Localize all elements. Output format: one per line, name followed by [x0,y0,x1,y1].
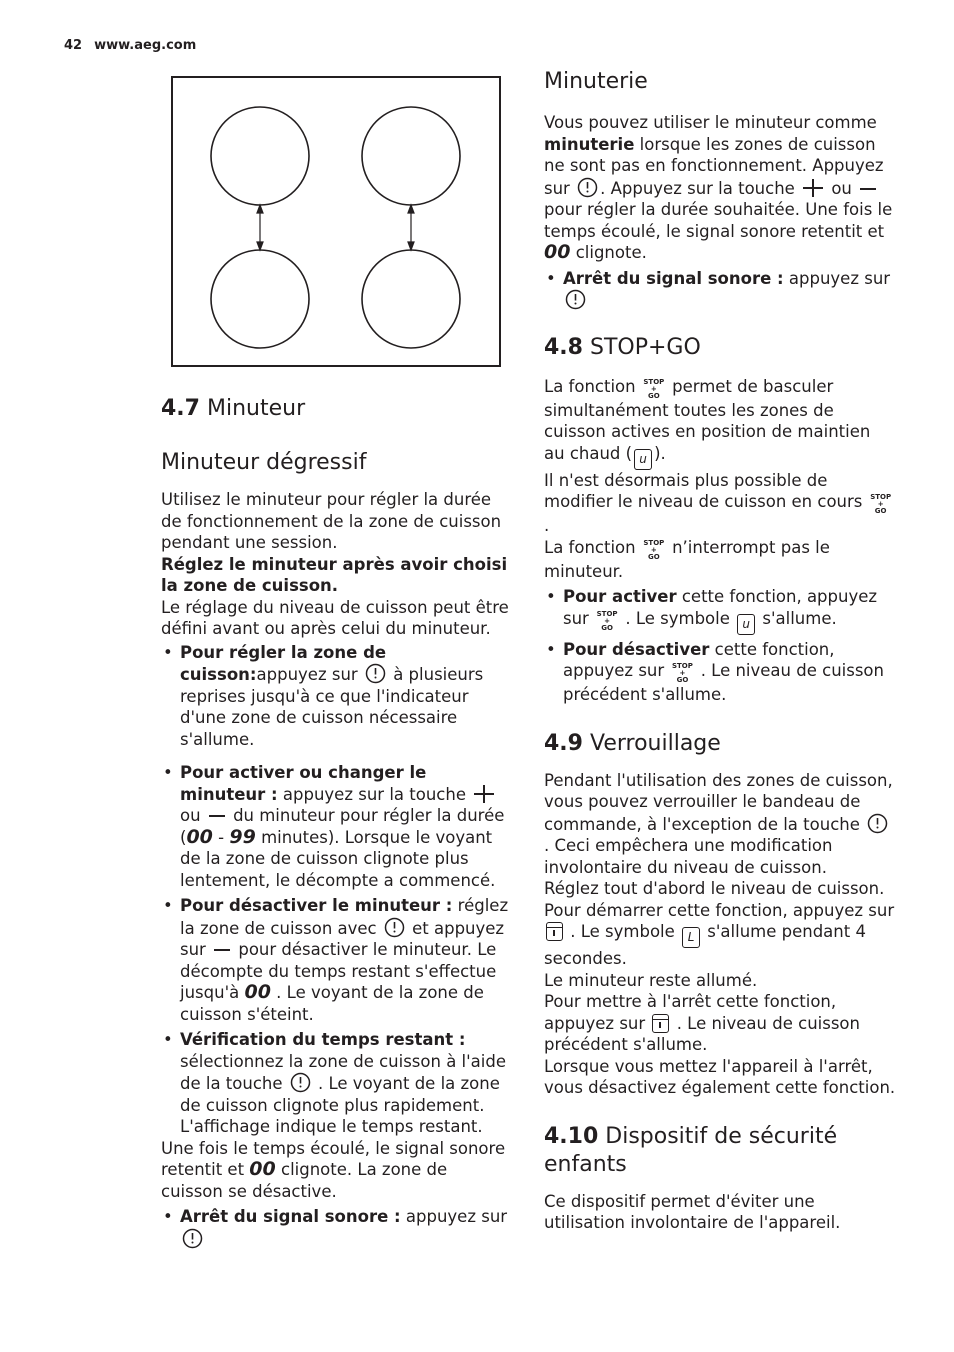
list-item: • Pour activer cette fonction, appuyez sur STOP + GO . Le symbole u s'allume. [544,586,896,635]
stop-go-icon: STOP + GO [643,538,665,561]
link-arrow-left [257,205,263,250]
paragraph: Vous pouvez utiliser le minuteur comme minuterie lorsque les zones de cuisson ne sont pas en fonctionnement. Appuyez sur . Appuyez sur la touche ou pour régler la durée souhaitée. Une fois le temps écoulé, le signal sonore retentit et 00 clignote. [544,113,893,263]
stop-go-icon: STOP + GO [870,493,892,515]
timer-icon [384,917,405,938]
paragraph: Une fois le temps écoulé, le signal sonore retentit et 00 clignote. La zone de cuisson se désactive. [161,1138,506,1201]
page-header [64,38,196,53]
stop-go-icon: STOP + GO [671,662,693,684]
minuterie-heading: Minuterie [544,69,648,94]
display-00: 00 [249,1158,276,1180]
list-item: • Vérification du temps restant : sélectionnez la zone de cuisson à l'aide de la touche . Le voyant de la zone de cuisson clignote plus rapidement. L'affichage indique le temps restant. [161,1029,513,1138]
plus-icon [473,784,495,804]
minus-icon [213,945,231,959]
cooktop-frame [172,77,500,366]
list-item: • Arrêt du signal sonore : appuyez sur [544,268,896,312]
minus-icon [208,811,226,825]
paragraph: Utilisez le minuteur pour régler la durée de fonctionnement de la zone de cuisson pendant une session. Réglez le minuteur après avoir choisi la zone de cuisson. Le réglage du niveau de cuisson peut être défini avant ou après celui du minuteur. [161,490,509,638]
zone-top-right [362,107,460,205]
list-item: • Pour désactiver cette fonction, appuyez sur STOP + GO . Le niveau de cuisson précédent s'allume. [544,639,896,706]
lock-icon [652,1014,669,1033]
timer-icon [365,663,386,684]
paragraph: La fonction STOP + GO permet de basculer simultanément toutes les zones de cuisson actives en position de maintien au chaud ( u ). Il n'est désormais plus possible de modifier le niveau de cuisson en cours STOP + GO . La fonction STOP + GO n’interrompt pas le minuteur. [544,376,892,581]
bullet-list [544,268,896,312]
bullet-list [161,1206,513,1250]
cooktop-diagram [171,76,501,367]
section-4-8-heading: 4.8 STOP+GO [544,334,701,360]
section-4-10-heading: 4.10 Dispositif de sécurité enfants [544,1123,838,1177]
list-item: • Pour activer ou changer le minuteur : appuyez sur la touche ou du minuteur pour régler la durée (00 - 99 minutes). Lorsque le voyant de la zone de cuisson clignote plus lentement, le décompte a commencé. [161,762,513,891]
zone-bottom-right [362,250,460,348]
display-00: 00 [186,825,213,848]
lock-symbol: L [682,927,700,948]
list-item: • Pour désactiver le minuteur : réglez la zone de cuisson avec et appuyez sur pour désactiver le minuteur. Le décompte du temps restant s'effectue jusqu'à 00 . Le voyant de la zone de cuisson s'éteint. [161,895,513,1025]
paragraph: Ce dispositif permet d'éviter une utilisation involontaire de l'appareil. [544,1191,841,1232]
bullet-list [544,586,896,706]
bullet-list [161,642,513,1138]
site-url: www.aeg.com [94,38,197,53]
list-item: • Pour régler la zone de cuisson:appuyez sur à plusieurs reprises jusqu'à ce que l'indicateur d'une zone de cuisson nécessaire s'allume. [161,642,513,751]
timer-icon [577,177,598,198]
minus-icon [859,184,877,198]
paragraph: Pendant l'utilisation des zones de cuisson, vous pouvez verrouiller le bandeau de commande, à l'exception de la touche . Ceci empêchera une modification involontaire du niveau de cuisson. Réglez tout d'abord le niveau de cuisson. Pour démarrer cette fonction, appuyez sur . Le symbole L s'allume pendant 4 secondes. Le minuteur reste allumé. Pour mettre à l'arrêt cette fonction, appuyez sur . Le niveau de cuisson précédent s'allume. Lorsque vous mettez l'appareil à l'arrêt, vous désactivez également cette fonction. [544,770,896,1097]
keep-warm-symbol: u [737,614,755,635]
section-4-9-heading: 4.9 Verrouillage [544,730,721,756]
right-column [544,68,896,1234]
timer-icon [182,1228,203,1249]
page-number: 42 [64,38,83,53]
lock-icon [546,922,563,941]
display-00: 00 [544,241,571,263]
keep-warm-symbol: u [634,449,652,470]
timer-icon [565,289,586,310]
list-item: • Arrêt du signal sonore : appuyez sur [161,1206,513,1250]
plus-icon [802,178,824,198]
zone-bottom-left [211,250,309,348]
display-00: 00 [244,981,271,1003]
timer-icon [290,1072,311,1093]
timer-icon [867,813,888,834]
stop-go-icon: STOP + GO [596,609,618,632]
stop-go-icon: STOP + GO [643,377,665,400]
left-column [161,395,513,1250]
section-4-7-heading: 4.7 Minuteur [161,396,306,421]
link-arrow-right [408,205,414,250]
zone-top-left [211,107,309,205]
display-99: 99 [229,825,256,848]
minuteur-degressif-heading: Minuteur dégressif [161,450,367,475]
